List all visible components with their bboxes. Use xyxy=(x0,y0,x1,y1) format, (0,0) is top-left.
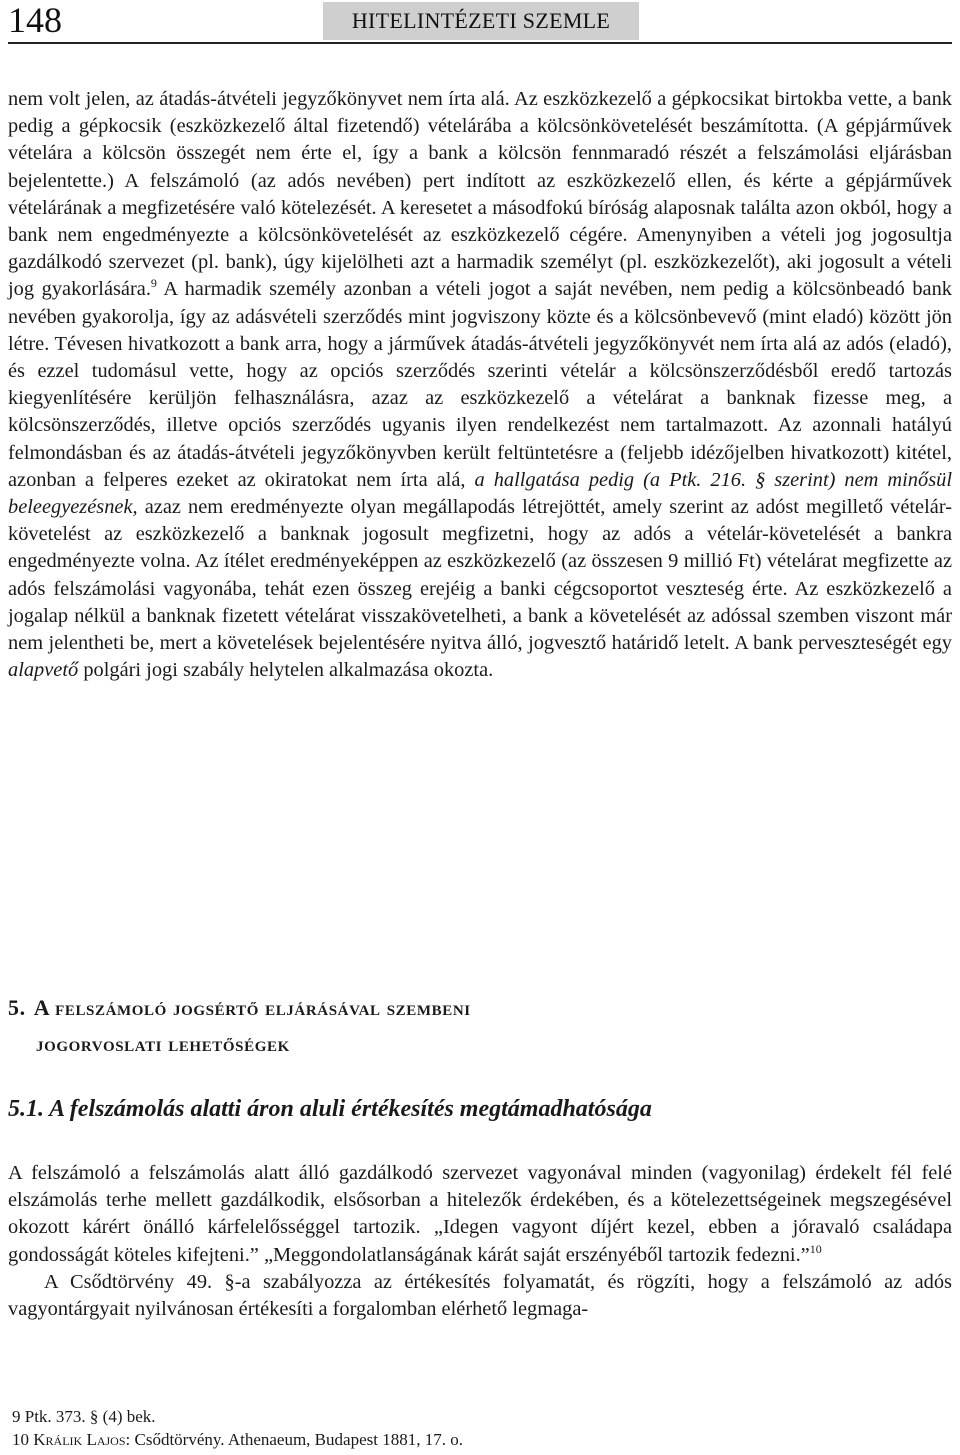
footnote-ref-9[interactable]: 9 xyxy=(150,276,157,291)
header-rule xyxy=(8,42,952,44)
para1-text-2: A harmadik személy azonban a vételi jogot a saját nevében, nem pedig a kölcsönbeadó bank nevében gyakorolja, így az adásvételi szerződés mint jogviszony közte és a kölcsönbevevő (mint eladó) között jön létre. Tévesen hivatkozott a bank arra, hogy a járművek átadás-átvételi jegyzőkönyvét nem írta alá az adós (eladó), és ezzel tudomásul vette, hogy az opciós szerződés szerinti vételár a kölcsönszerződésből eredő tartozás kiegyenlítésére kerüljön felhasználásra, azaz az eszközkezelő a vételárat a banknak fizesse meg, a kölcsönszerződés, illetve opciós szerződés ugyanis ilyen rendelkezést nem tartalmazott. Az azonnali hatályú felmondásban és az átadás-átvételi jegyzőkönyvben került feltüntetésre a (feljebb idézőjelben hivatkozott) kitétel, azonban a felperes ezeket az okiratokat nem írta alá, xyxy=(8,278,952,491)
para1-italic-2: alapvető xyxy=(8,659,79,682)
footnote-10 xyxy=(12,1428,952,1451)
footnote-10-number: 10 xyxy=(12,1430,34,1449)
footnote-10-author: Králik Lajos: xyxy=(33,1430,131,1449)
section-heading xyxy=(8,990,952,1062)
footnote-10-source: Csődtörvény. Athenaeum, Budapest 1881, 17. o. xyxy=(130,1430,463,1449)
para1-text-3: azaz nem eredményezte olyan megállapodás létrejöttét, amely szerint az adóst megillető vételár-követelést az eszközkezelő a banknak jogosult megfizetni, hogy az adós a vételár-követelését a bankra engedményezte volna. Az ítélet eredményeképpen az eszközkezelő (az összesen 9 millió Ft) vételárat megfizette az adós felszámolási vagyonába, tehát ezen összeg erejéig a banki cégcsoportot veszteség érte. Az eszközkezelő a jogalap nélkül a banknak fizetett vételárat visszakövetelheti, a bank a követelését az adóssal szemben viszont már nem jelentheti be, mert a követelések bejelentésére nyitva álló, jogvesztő határidő letelt. A bank perveszteségét egy xyxy=(8,496,952,655)
section-title-line-1: A felszámoló jogsértő eljárásával szembeni xyxy=(33,995,471,1020)
para2-text: A felszámoló a felszámolás alatt álló gazdálkodó szervezet vagyonával minden (vagyonilag) érdekelt fél felé elszámolás terhe mellett gazdálkodik, elsősorban a hitelezők érdekében, és a kötelezettségeinek megszegésével okozott kárért önálló kárfelelősséggel tartozik. „Idegen vagyont díjért kezel, ebben a jóravaló családapa gondosságát köteles kifejteni.” „Meggondolatlanságának kárát saját erszényéből tartozik fedezni.” xyxy=(8,1162,952,1266)
para3-text: A Csődtörvény 49. §-a szabályozza az értékesítés folyamatát, és rögzíti, hogy a felszámoló az adós vagyontárgyait nyilvánosan értékesíti a forgalomban elérhető legmaga- xyxy=(8,1270,952,1321)
section-number: 5. xyxy=(8,995,26,1020)
journal-title-text: HITELINTÉZETI SZEMLE xyxy=(351,8,611,33)
footnotes xyxy=(12,1405,952,1451)
body-paragraph-1 xyxy=(8,86,952,684)
subsection-heading: 5.1. A felszámolás alatti áron aluli értékesítés megtámadhatósága xyxy=(8,1096,652,1122)
para1-text-4: polgári jogi szabály helytelen alkalmazása okozta. xyxy=(78,659,494,682)
body-paragraph-2 xyxy=(8,1160,952,1323)
para1-text-1: nem volt jelen, az átadás-átvételi jegyzőkönyvet nem írta alá. Az eszközkezelő a gépkocsikat birtokba vette, a bank pedig a gépkocsik (eszközkezelő által fizetendő) vételárába a kölcsönkövetelését beszámította. (A gépjárművek vételára a kölcsön összegét nem érte el, így a bank a kölcsön fennmaradó részét a felszámolási eljárásban bejelentette.) A felszámoló (az adós nevében) pert indított az eszközkezelő ellen, és kérte a gépjárművek vételárának a megfizetésére való kötelezését. A keresetet a másodfokú bíróság alaposnak találta azon okból, hogy a bank nem engedményezte a kölcsönkövetelését az eszközkezelő cégére. Amenynyiben a vételi jog jogosultja gazdálkodó szervezet (pl. bank), úgy kijelölheti azt a harmadik személyt (pl. eszközkezelőt), aki jogosult a vételi jog gyakorlására. xyxy=(8,88,952,301)
journal-title xyxy=(323,2,639,40)
page-number: 148 xyxy=(8,0,62,40)
footnote-ref-10[interactable]: 10 xyxy=(809,1241,822,1256)
section-title-line-2: jogorvoslati lehetőségek xyxy=(36,1031,290,1056)
footnote-9: 9 Ptk. 373. § (4) bek. xyxy=(12,1407,156,1426)
para1-italic-1: a hallgatása pedig (a Ptk. 216. § szerint) nem minősül beleegyezésnek, xyxy=(8,468,952,519)
